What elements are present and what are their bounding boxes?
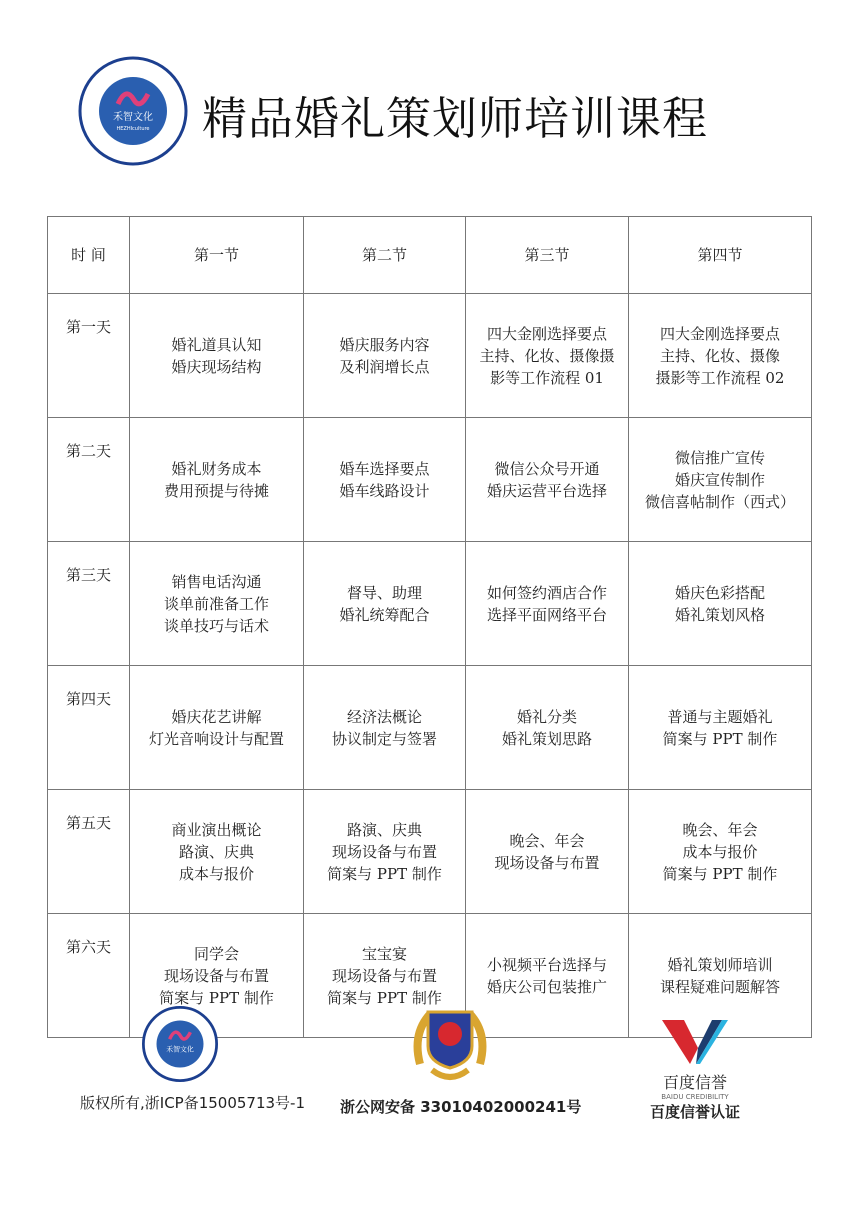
session-line: 普通与主题婚礼 (667, 707, 773, 726)
session-cell (466, 294, 629, 418)
footer-baidu (630, 1018, 760, 1122)
session-line: 微信公众号开通 (494, 459, 600, 478)
session-cell (304, 542, 466, 666)
session-line: 婚礼道具认知 (171, 335, 262, 354)
session-line: 婚庆色彩搭配 (674, 583, 765, 602)
svg-text:禾智文化: 禾智文化 (166, 1045, 194, 1054)
header-cell: 时 间 (48, 217, 130, 294)
session-cell (304, 666, 466, 790)
session-line: 如何签约酒店合作 (486, 583, 607, 602)
baidu-caption: 百度信誉认证 (649, 1103, 740, 1121)
session-line: 协议制定与签署 (331, 729, 437, 748)
session-cell (466, 666, 629, 790)
day-cell: 第二天 (48, 418, 130, 542)
page-title: 精品婚礼策划师培训课程 (202, 92, 709, 145)
day-cell: 第五天 (48, 790, 130, 914)
session-line: 简案与 PPT 制作 (159, 988, 274, 1007)
session-line: 四大金刚选择要点 (659, 324, 780, 343)
session-cell (130, 666, 304, 790)
session-line: 谈单前准备工作 (163, 594, 269, 613)
table-row (48, 418, 812, 542)
session-line: 同学会 (193, 944, 239, 963)
session-line: 成本与报价 (178, 864, 254, 883)
header-cell: 第四节 (629, 217, 812, 294)
session-cell (304, 418, 466, 542)
session-line: 婚车选择要点 (339, 459, 430, 478)
session-line: 路演、庆典 (346, 820, 422, 839)
session-cell (304, 790, 466, 914)
session-line: 督导、助理 (346, 583, 422, 602)
session-line: 婚庆公司包装推广 (486, 977, 607, 996)
session-line: 简案与 PPT 制作 (327, 864, 442, 883)
header-cell: 第二节 (304, 217, 466, 294)
session-line: 四大金刚选择要点 (486, 324, 607, 343)
session-line: 课程疑难问题解答 (659, 977, 780, 996)
baidu-logo-text: 百度信誉 (662, 1073, 727, 1092)
session-line: 现场设备与布置 (331, 842, 437, 861)
session-cell (629, 666, 812, 790)
session-line: 灯光音响设计与配置 (148, 729, 284, 748)
session-line: 现场设备与布置 (494, 853, 600, 872)
hezhi-logo-small (142, 1006, 218, 1082)
hezhi-logo (78, 56, 188, 166)
session-line: 婚礼策划风格 (674, 605, 765, 624)
session-line: 微信喜帖制作（西式） (644, 492, 795, 511)
table-row (48, 294, 812, 418)
course-schedule-table (47, 216, 812, 1038)
session-cell (130, 542, 304, 666)
session-line: 简案与 PPT 制作 (662, 864, 778, 883)
session-line: 微信推广宣传 (674, 448, 765, 467)
session-cell (466, 790, 629, 914)
session-cell (130, 294, 304, 418)
session-cell (629, 418, 812, 542)
session-line: 婚庆运营平台选择 (486, 481, 607, 500)
session-line: 影等工作流程 01 (490, 368, 604, 387)
session-cell (466, 542, 629, 666)
session-line: 现场设备与布置 (331, 966, 437, 985)
session-line: 婚庆服务内容 (339, 335, 430, 354)
table-row (48, 666, 812, 790)
svg-text:HEZHIculture: HEZHIculture (116, 126, 150, 132)
session-line: 费用预提与待摊 (163, 481, 269, 500)
icp-text: 版权所有,浙ICP备15005713号-1 (80, 1094, 306, 1112)
table-row (48, 542, 812, 666)
session-line: 简案与 PPT 制作 (327, 988, 442, 1007)
session-line: 婚庆现场结构 (171, 357, 262, 376)
table-row (48, 790, 812, 914)
header-cell: 第一节 (130, 217, 304, 294)
day-cell: 第一天 (48, 294, 130, 418)
session-cell (629, 790, 812, 914)
session-cell (629, 294, 812, 418)
session-line: 经济法概论 (346, 707, 422, 726)
session-line: 及利润增长点 (339, 357, 430, 376)
baidu-credibility-logo (660, 1018, 730, 1066)
session-line: 谈单技巧与话术 (163, 616, 269, 635)
session-cell (304, 294, 466, 418)
session-line: 宝宝宴 (361, 944, 407, 963)
police-text: 浙公网安备 33010402000241号 (340, 1098, 582, 1116)
footer-police (340, 1004, 582, 1117)
session-line: 婚礼策划思路 (501, 729, 592, 748)
session-cell (130, 790, 304, 914)
session-cell (629, 542, 812, 666)
day-cell: 第六天 (48, 914, 130, 1038)
session-line: 婚礼统筹配合 (339, 605, 430, 624)
session-cell (466, 418, 629, 542)
session-line: 婚车线路设计 (339, 481, 430, 500)
day-cell: 第三天 (48, 542, 130, 666)
session-line: 小视频平台选择与 (486, 955, 607, 974)
session-line: 主持、化妆、摄像 (659, 346, 780, 365)
police-badge-icon (410, 1004, 490, 1086)
session-line: 成本与报价 (682, 842, 758, 861)
session-cell (130, 418, 304, 542)
header-cell: 第三节 (466, 217, 629, 294)
table-header-row (48, 217, 812, 294)
session-line: 婚礼策划师培训 (667, 955, 773, 974)
session-line: 主持、化妆、摄像摄 (479, 346, 615, 365)
session-line: 选择平面网络平台 (486, 605, 607, 624)
session-line: 婚庆花艺讲解 (171, 707, 262, 726)
svg-text:禾智文化: 禾智文化 (113, 112, 153, 123)
session-line: 摄影等工作流程 02 (655, 368, 785, 387)
session-line: 婚庆宣传制作 (674, 470, 765, 489)
session-line: 商业演出概论 (171, 820, 262, 839)
day-cell: 第四天 (48, 666, 130, 790)
session-line: 路演、庆典 (178, 842, 254, 861)
session-line: 现场设备与布置 (163, 966, 269, 985)
session-line: 销售电话沟通 (171, 572, 262, 591)
session-line: 晚会、年会 (509, 831, 585, 850)
session-line: 婚礼分类 (516, 707, 577, 726)
session-line: 婚礼财务成本 (171, 459, 262, 478)
footer-icp (80, 1006, 306, 1113)
baidu-logo-sub: BAIDU CREDIBILITY (661, 1093, 729, 1101)
session-line: 简案与 PPT 制作 (662, 729, 778, 748)
session-line: 晚会、年会 (682, 820, 758, 839)
